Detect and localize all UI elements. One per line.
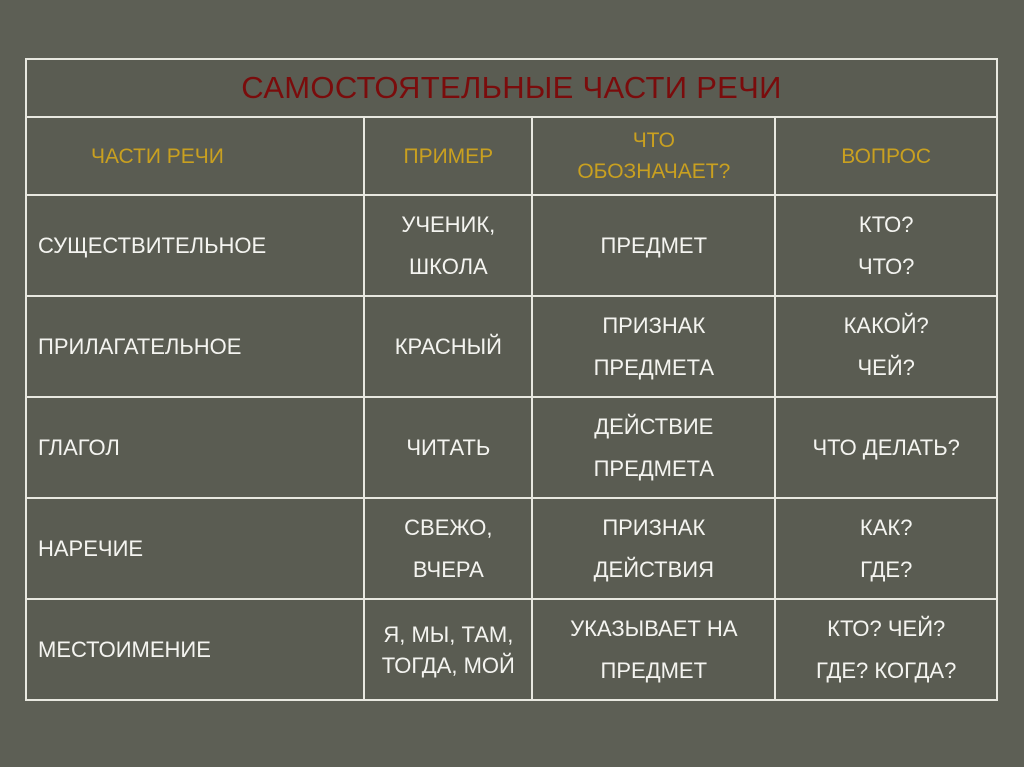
example-cell bbox=[364, 195, 532, 296]
question-line: ЧТО? bbox=[857, 253, 915, 279]
part-cell: ГЛАГОЛ bbox=[26, 397, 364, 498]
question-line: КТО? ЧЕЙ? bbox=[827, 615, 946, 641]
meaning-cell bbox=[532, 498, 775, 599]
meaning-line: ПРИЗНАК bbox=[602, 514, 706, 540]
meaning-cell bbox=[532, 296, 775, 397]
question-line: КАКОЙ? bbox=[843, 312, 929, 338]
meaning-line: ПРЕДМЕТА bbox=[593, 354, 715, 380]
meaning-line: ДЕЙСТВИЯ bbox=[593, 556, 714, 582]
example-line: УЧЕНИК, bbox=[401, 211, 496, 237]
question-cell bbox=[775, 195, 997, 296]
question-cell bbox=[775, 498, 997, 599]
parts-of-speech-table bbox=[25, 58, 998, 701]
question-line: ЧТО ДЕЛАТЬ? bbox=[812, 434, 960, 460]
table-row bbox=[26, 498, 997, 599]
question-cell bbox=[775, 599, 997, 700]
meaning-cell bbox=[532, 195, 775, 296]
header-line: ОБОЗНАЧАЕТ? bbox=[577, 160, 731, 183]
question-cell bbox=[775, 296, 997, 397]
example-cell bbox=[364, 599, 532, 700]
meaning-line: УКАЗЫВАЕТ НА bbox=[570, 615, 738, 641]
header-line: ВОПРОС bbox=[841, 144, 932, 168]
header-example bbox=[364, 117, 532, 195]
table-row bbox=[26, 599, 997, 700]
header-line: ЧТО bbox=[632, 129, 675, 152]
question-line: ГДЕ? bbox=[860, 556, 913, 582]
example-line: ШКОЛА bbox=[408, 253, 488, 279]
question-line: КАК? bbox=[859, 514, 913, 540]
table-row bbox=[26, 397, 997, 498]
header-line: ЧАСТИ РЕЧИ bbox=[91, 144, 224, 168]
example-line: СВЕЖО, bbox=[404, 514, 493, 540]
part-cell: ПРИЛАГАТЕЛЬНОЕ bbox=[26, 296, 364, 397]
table-row bbox=[26, 296, 997, 397]
meaning-cell bbox=[532, 599, 775, 700]
header-line: ПРИМЕР bbox=[403, 144, 494, 168]
meaning-line: ДЕЙСТВИЕ bbox=[594, 413, 714, 439]
meaning-cell bbox=[532, 397, 775, 498]
question-line: ГДЕ? КОГДА? bbox=[816, 657, 957, 683]
meaning-line: ПРЕДМЕТ bbox=[600, 657, 708, 683]
part-cell: НАРЕЧИЕ bbox=[26, 498, 364, 599]
example-line: Я, МЫ, ТАМ, bbox=[383, 621, 514, 647]
meaning-line: ПРЕДМЕТА bbox=[593, 455, 715, 481]
table-row bbox=[26, 195, 997, 296]
example-cell bbox=[364, 296, 532, 397]
question-line: КТО? bbox=[858, 211, 914, 237]
meaning-line: ПРИЗНАК bbox=[602, 312, 706, 338]
table-title: САМОСТОЯТЕЛЬНЫЕ ЧАСТИ РЕЧИ bbox=[26, 59, 997, 117]
example-line: ТОГДА, МОЙ bbox=[381, 652, 515, 678]
header-question bbox=[775, 117, 997, 195]
example-cell bbox=[364, 498, 532, 599]
header-meaning bbox=[532, 117, 775, 195]
header-part-of-speech bbox=[26, 117, 364, 195]
meaning-line: ПРЕДМЕТ bbox=[600, 232, 708, 258]
question-line: ЧЕЙ? bbox=[857, 354, 915, 380]
question-cell bbox=[775, 397, 997, 498]
part-cell: МЕСТОИМЕНИЕ bbox=[26, 599, 364, 700]
example-line: ЧИТАТЬ bbox=[406, 434, 491, 460]
example-line: ВЧЕРА bbox=[412, 556, 484, 582]
example-line: КРАСНЫЙ bbox=[394, 333, 502, 359]
example-cell bbox=[364, 397, 532, 498]
part-cell: СУЩЕСТВИТЕЛЬНОЕ bbox=[26, 195, 364, 296]
header-row bbox=[26, 117, 997, 195]
